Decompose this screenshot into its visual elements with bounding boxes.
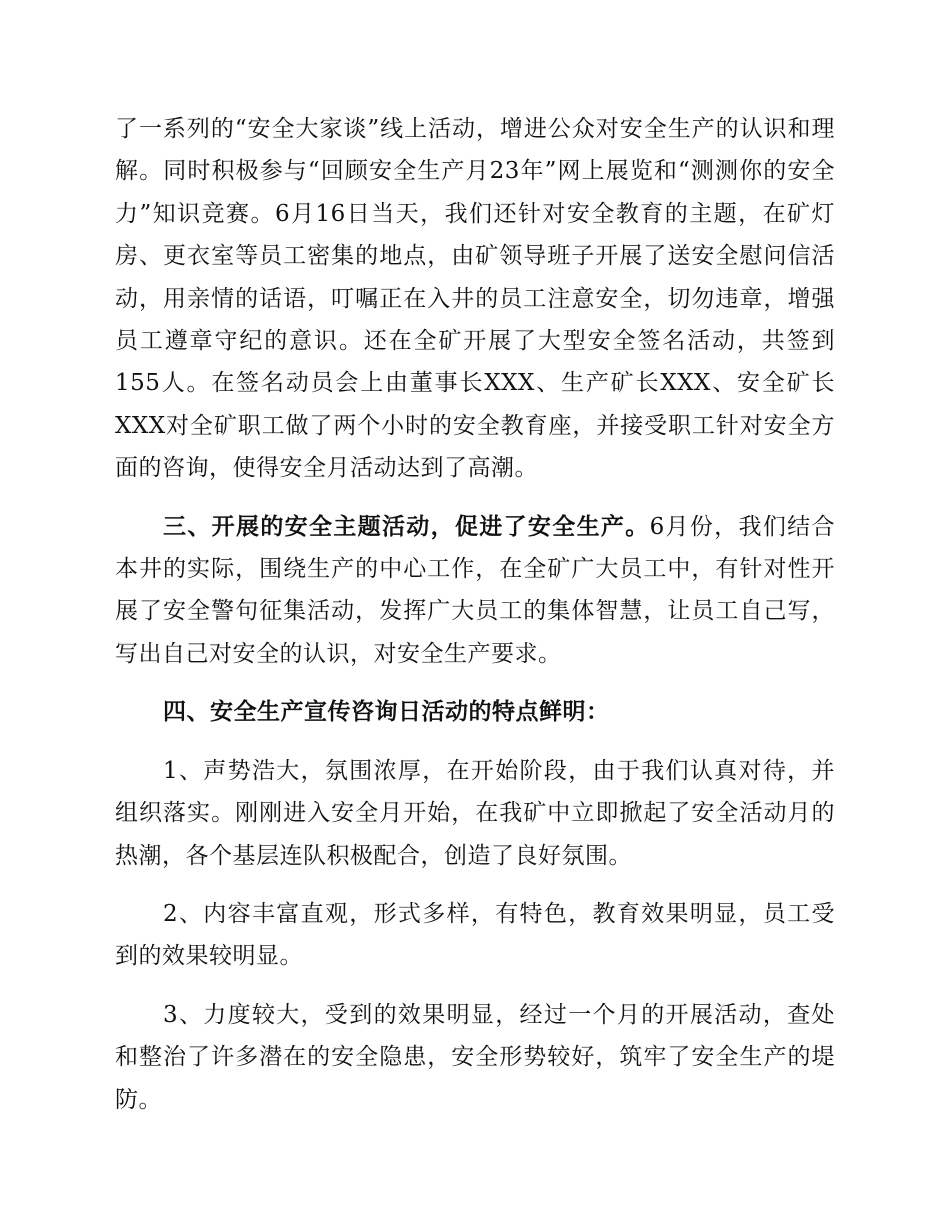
document-body	[115, 108, 835, 1137]
section-four-heading: 四、安全生产宣传咨询日活动的特点鲜明：	[163, 698, 610, 726]
paragraph-text: 6月份，我们结合本井的实际，围绕生产的中心工作，在全矿广大员工中，有针对性开展了安全警句征集活动，发挥广大员工的集体智慧，让员工自己写，写出自己对安全的认识，对安全生产要求。	[115, 513, 835, 667]
paragraph-text: 2、内容丰富直观，形式多样，有特色，教育效果明显，员工受到的效果较明显。	[115, 900, 835, 970]
section-four-paragraph	[115, 691, 835, 733]
feature-item-3	[115, 994, 835, 1121]
feature-item-2	[115, 893, 835, 978]
paragraph-text: 1、声势浩大，氛围浓厚，在开始阶段，由于我们认真对待，并组织落实。刚刚进入安全月开始，在我矿中立即掀起了安全活动月的热潮，各个基层连队积极配合，创造了良好氛围。	[115, 757, 835, 869]
section-three-heading: 三、开展的安全主题活动，促进了安全生产。	[163, 512, 650, 540]
paragraph-continuation	[115, 108, 835, 490]
feature-item-1	[115, 750, 835, 877]
section-three-paragraph	[115, 506, 835, 676]
paragraph-text: 3、力度较大，受到的效果明显，经过一个月的开展活动，查处和整治了许多潜在的安全隐患，安全形势较好，筑牢了安全生产的堤防。	[115, 1001, 835, 1113]
paragraph-text: 了一系列的“安全大家谈”线上活动，增进公众对安全生产的认识和理解。同时积极参与“回顾安全生产月23年”网上展览和“测测你的安全力”知识竞赛。6月16日当天，我们还针对安全教育的主题，在矿灯房、更衣室等员工密集的地点，由矿领导班子开展了送安全慰问信活动，用亲情的话语，叮嘱正在入井的员工注意安全，切勿违章，增强员工遵章守纪的意识。还在全矿开展了大型安全签名活动，共签到155人。在签名动员会上由董事长XXX、生产矿长XXX、安全矿长XXX对全矿职工做了两个小时的安全教育座，并接受职工针对安全方面的咨询，使得安全月活动达到了高潮。	[115, 116, 835, 482]
